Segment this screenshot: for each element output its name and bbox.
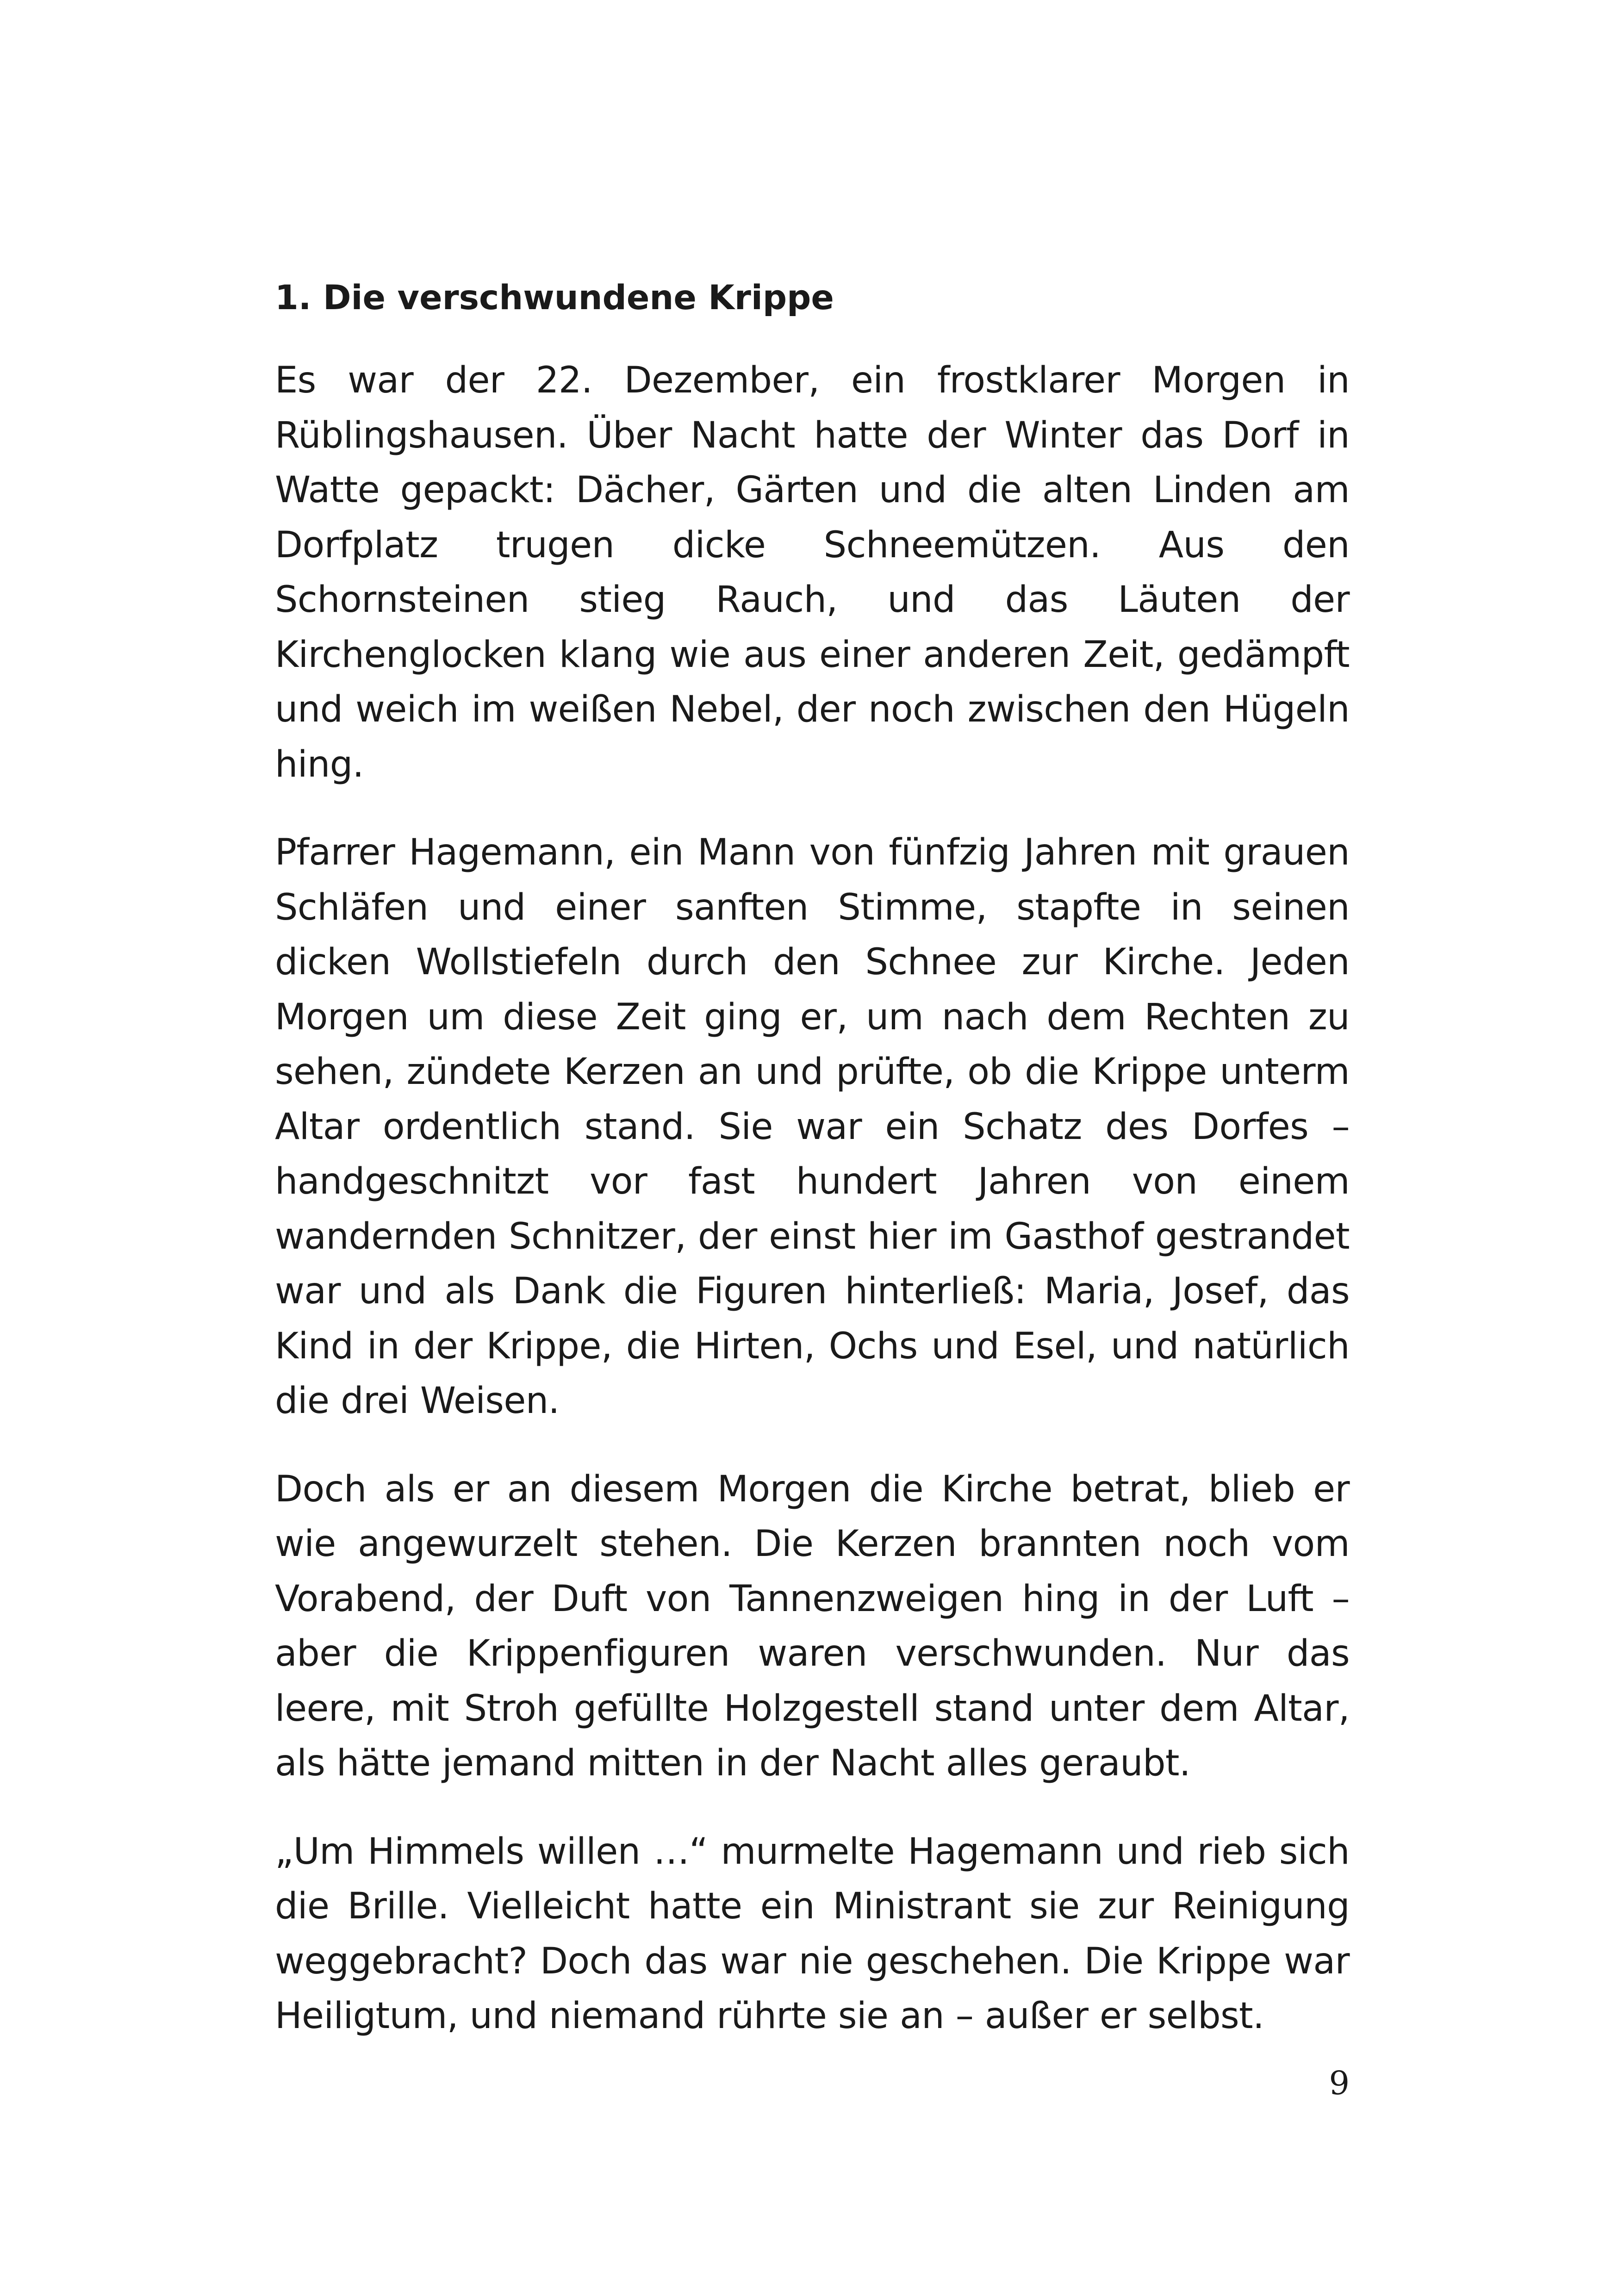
paragraph: Doch als er an diesem Morgen die Kirche betrat, blieb er wie angewurzelt stehen. Die Kerzen brannten noch vom Vorabend, der Duft von Tannenzweigen hing in der Luft – aber die Krippenfiguren waren verschwunden. Nur das leere, mit Stroh gefüllte Holzgestell stand unter dem Altar, als hätte jemand mitten in der Nacht alles geraubt. xyxy=(275,1468,1350,1784)
paragraph: Pfarrer Hagemann, ein Mann von fünfzig Jahren mit grauen Schläfen und einer sanften Stimme, stapfte in seinen dicken Wollstiefeln durch den Schnee zur Kirche. Jeden Morgen um diese Zeit ging er, um nach dem Rechten zu sehen, zündete Kerzen an und prüfte, ob die Krippe unterm Altar ordentlich stand. Sie war ein Schatz des Dorfes – handgeschnitzt vor fast hundert Jahren von einem wandernden Schnitzer, der einst hier im Gasthof gestrandet war und als Dank die Figuren hinterließ: Maria, Josef, das Kind in der Krippe, die Hirten, Ochs und Esel, und natürlich die drei Weisen. xyxy=(275,832,1350,1422)
paragraph: „Um Himmels willen …“ murmelte Hagemann und rieb sich die Brille. Vielleicht hatte ein Ministrant sie zur Reinigung weggebracht? Doch das war nie geschehen. Die Krippe war Heiligtum, und niemand rührte sie an – außer er selbst. xyxy=(275,1830,1350,2037)
page-content xyxy=(275,271,1350,2044)
paragraph: Es war der 22. Dezember, ein frostklarer Morgen in Rüblingshausen. Über Nacht hatte der Winter das Dorf in Watte gepackt: Dächer, Gärten und die alten Linden am Dorfplatz trugen dicke Schneemützen. Aus den Schornsteinen stieg Rauch, und das Läuten der Kirchenglocken klang wie aus einer anderen Zeit, gedämpft und weich im weißen Nebel, der noch zwischen den Hügeln hing. xyxy=(275,360,1350,785)
chapter-title: 1. Die verschwundene Krippe xyxy=(275,278,834,317)
page-number: 9 xyxy=(1329,2064,1350,2102)
